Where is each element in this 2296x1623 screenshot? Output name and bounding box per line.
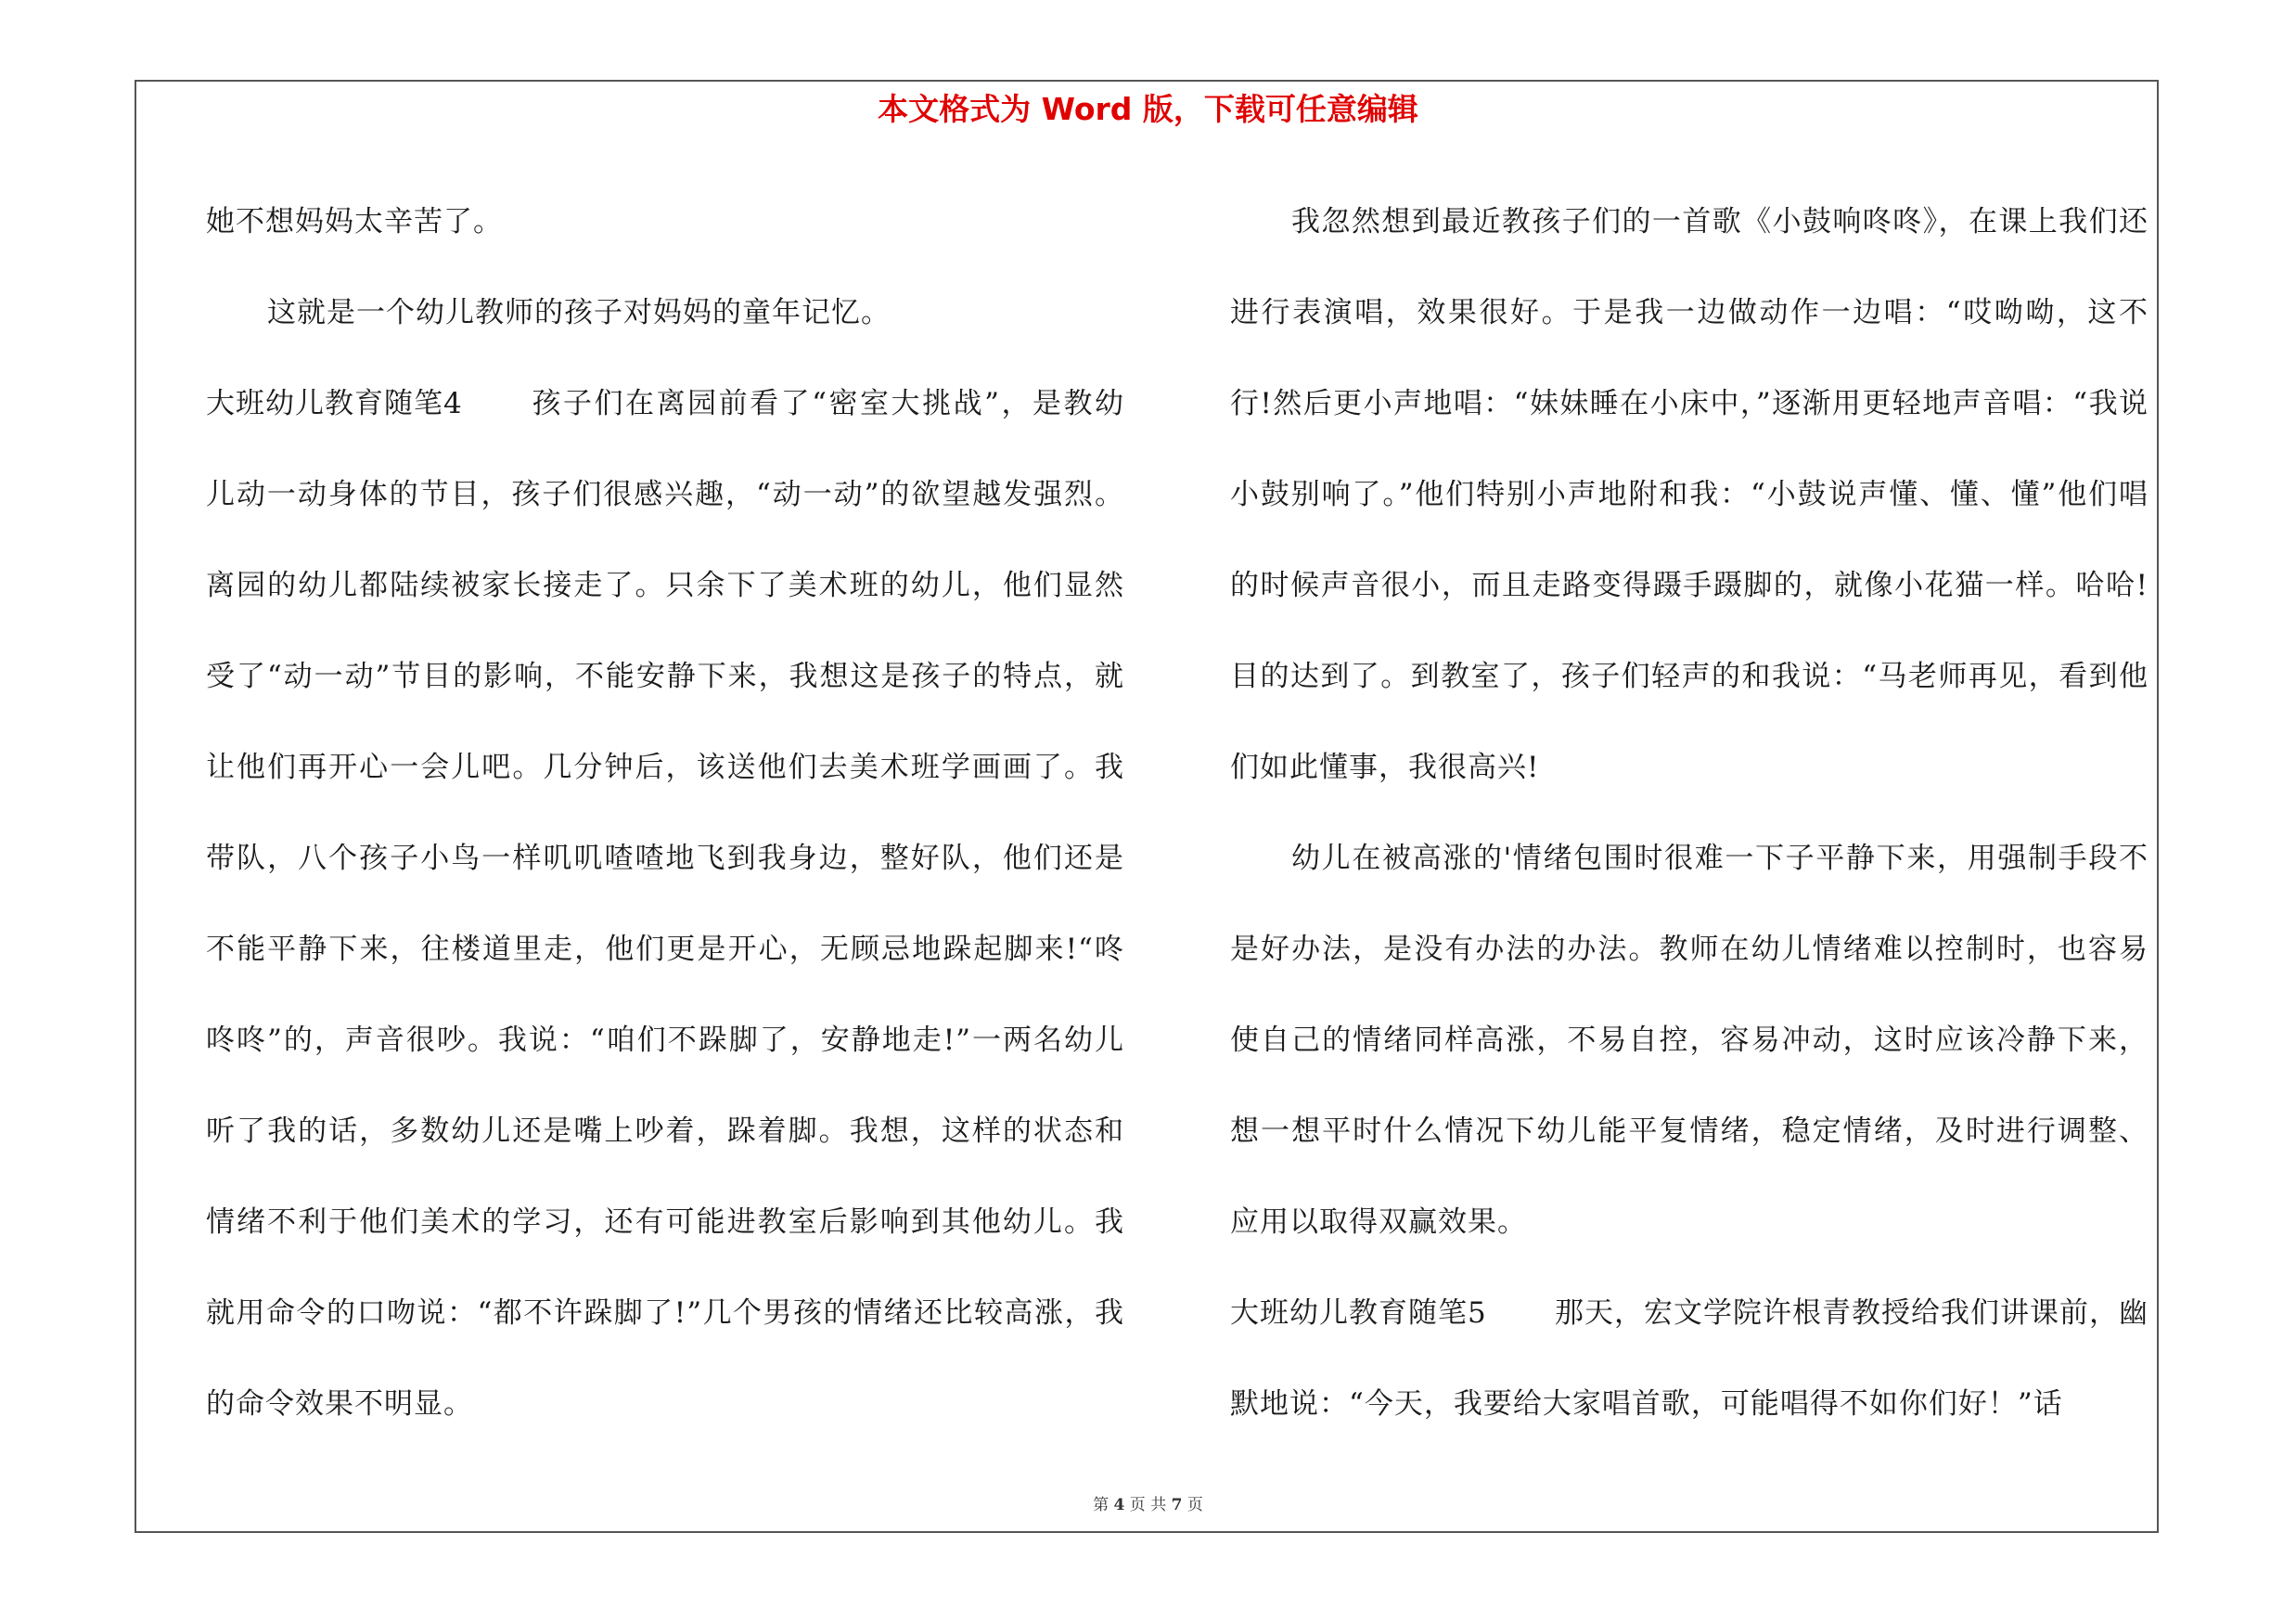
footer-total-pages: 7 xyxy=(1171,1496,1183,1514)
footer-prefix: 第 xyxy=(1093,1496,1110,1514)
left-paragraph-1: 她不想妈妈太辛苦了。 xyxy=(206,205,503,238)
left-paragraph-3 xyxy=(206,358,1124,1449)
right-column xyxy=(1230,176,2148,1449)
section-5-title: 大班幼儿教育随笔5 xyxy=(1230,1296,1487,1330)
footer-current-page: 4 xyxy=(1113,1496,1125,1514)
left-column xyxy=(206,176,1124,1449)
right-paragraph-1: 我忽然想到最近教孩子们的一首歌《小鼓响咚咚》，在课上我们还进行表演唱，效果很好。于是我一边做动作一边唱：“哎呦呦，这不行!然后更小声地唱：“妹妹睡在小床中，”逐渐用更轻地声音唱：“我说小鼓别响了。”他们特别小声地附和我：“小鼓说声懂、懂、懂”他们唱的时候声音很小，而且走路变得蹑手蹑脚的，就像小花猫一样。哈哈!目的达到了。到教室了，孩子们轻声的和我说：“马老师再见，看到他们如此懂事，我很高兴! xyxy=(1230,205,2148,784)
left-paragraph-2: 这就是一个幼儿教师的孩子对妈妈的童年记忆。 xyxy=(267,296,891,329)
header-banner xyxy=(0,89,2296,130)
page-number-footer xyxy=(0,1494,2296,1516)
section-4-body: 孩子们在离园前看了“密室大挑战”，是教幼儿动一动身体的节目，孩子们很感兴趣，“动一动”的欲望越发强烈。离园的幼儿都陆续被家长接走了。只余下了美术班的幼儿，他们显然受了“动一动”节目的影响，不能安静下来，我想这是孩子的特点，就让他们再开心一会儿吧。几分钟后，该送他们去美术班学画画了。我带队，八个孩子小鸟一样叽叽喳喳地飞到我身边，整好队，他们还是不能平静下来，往楼道里走，他们更是开心，无顾忌地跺起脚来!“咚咚咚”的，声音很吵。我说：“咱们不跺脚了，安静地走!”一两名幼儿听了我的话，多数幼儿还是嘴上吵着，跺着脚。我想，这样的状态和情绪不利于他们美术的学习，还有可能进教室后影响到其他幼儿。我就用命令的口吻说：“都不许跺脚了!”几个男孩的情绪还比较高涨，我的命令效果不明显。 xyxy=(206,387,1124,1421)
footer-middle: 页 共 xyxy=(1129,1496,1167,1514)
header-text-part1: 本文格式为 Word 版， xyxy=(878,91,1204,127)
header-text-part2: 下载可任意编辑 xyxy=(1203,91,1418,127)
right-paragraph-2: 幼儿在被高涨的'情绪包围时很难一下子平静下来，用强制手段不是好办法，是没有办法的办法。教师在幼儿情绪难以控制时，也容易使自己的情绪同样高涨，不易自控，容易冲动，这时应该冷静下来，想一想平时什么情况下幼儿能平复情绪，稳定情绪，及时进行调整、应用以取得双赢效果。 xyxy=(1230,842,2148,1239)
right-paragraph-3 xyxy=(1230,1268,2148,1449)
footer-suffix: 页 xyxy=(1186,1496,1203,1514)
section-4-title: 大班幼儿教育随笔4 xyxy=(206,387,463,420)
section-5-body: 那天，宏文学院许根青教授给我们讲课前，幽默地说：“今天，我要给大家唱首歌，可能唱得不如你们好！”话 xyxy=(1230,1296,2148,1421)
